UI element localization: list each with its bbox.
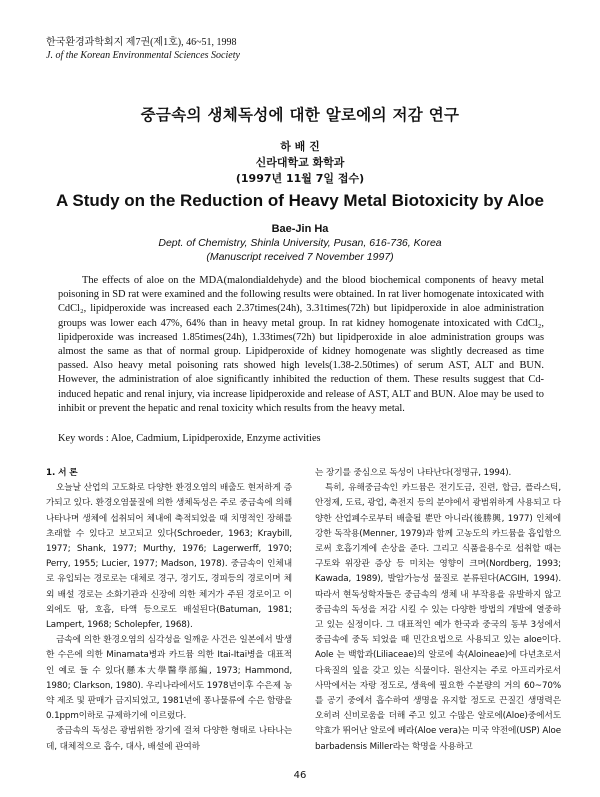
keywords: Key words : Aloe, Cadmium, Lipidperoxide, Enzyme activities xyxy=(58,433,321,444)
abstract: The effects of aloe on the MDA(malondialdehyde) and the blood biochemical components of heavy metal poisoning in SD rat were examined and the following results were obtained. In rat liver homogenate intoxicated with CdCl₂, lipidperoxide was increased each 2.37times(24h), 3.31times(72h) but lipidperoxide in aloe administration groups was lower each 47%, 64% than in heavy metal group. In rat kidney homogenate intoxicated with CdCl₂, lipidperoxide was increased 1.85times(24h), 1.33times(72h) but lipidperoxide in aloe administration groups was almost the same as that of normal group. Lipidperoxide of kidney homogenate was slightly decreased as time passed. Also heavy metal poisoning rats showed high levels(1.38-2.50times) of serum AST, ALT and BUN. However, the administration of aloe significantly inhibited the reduction of them. These results suggest that Cd-induced hepatic and renal injury, via increase lipidperoxide and release of AST, ALT and BUN. Aloe may be used to inhibit or prevent the hepatic and renal toxicity which results from the heavy metal. xyxy=(58,275,544,414)
journal-citation-kr: 한국환경과학회지 제7권(제1호), 46~51, 1998 xyxy=(46,37,237,48)
section-heading-introduction: 1. 서 론 xyxy=(46,468,78,478)
english-title: A Study on the Reduction of Heavy Metal Biotoxicity by Aloe xyxy=(55,191,545,210)
journal-name-en: J. of the Korean Environmental Sciences Society xyxy=(46,50,240,61)
english-affiliation: Dept. of Chemistry, Shinla University, Pusan, 616-736, Korea xyxy=(158,237,442,249)
body-paragraph: 금속에 의한 환경오염의 심각성을 일깨운 사건은 일본에서 발생한 수은에 의한 Minamata병과 카드뮴 의한 Itai-Itai병을 대표적인 예로 들 수 있다(懸本大學醫學部編, 1973; Hammond, 1980; Clarkson, 1980). 우리나라에서도 1978년이후 수은제 농약 제조 및 판매가 금지되었고, 1981년에 퐁나물류에 수은 함량을 0.1ppm이하로 규제하기에 이르렀다. xyxy=(46,635,292,722)
body-column-left xyxy=(46,466,292,755)
body-paragraph: 오늘날 산업의 고도화로 다양한 환경오염의 배출도 현저하게 증가되고 있다. 환경오염물질에 의한 생체독성은 주로 중금속에 의해 나타나며 생체에 섭취되어 체내에 축적되었을 때 치명적인 장해를 초래할 수 있다고 보고되고 있다(Schroeder, 1963; Kraybill, 1977; Shank, 1977; Murthy, 1976; Lagerwerff, 1970; Perry, 1955; Lucier, 1977; Madson, 1978). 중금속이 인체내로 유입되는 경로로는 대체로 경구, 경기도, 경피등의 경로이며 체외 배설 경로는 소화기관과 신장에 의한 체거가 주된 경로이고 이외에도 땀, 호흡, 타액 등으로도 배설된다(Batuman, 1981; Lampert, 1968; Scholepfer, 1968). xyxy=(46,483,292,631)
korean-title: 중금속의 생체독성에 대한 알로에의 저감 연구 xyxy=(140,106,460,124)
english-received-date: (Manuscript received 7 November 1997) xyxy=(206,251,394,263)
body-column-right xyxy=(315,466,561,755)
korean-affiliation: 신라대학교 화학과 xyxy=(255,156,345,169)
korean-author-block xyxy=(0,139,600,187)
journal-header xyxy=(46,36,240,62)
korean-received-date: (1997년 11월 7일 접수) xyxy=(235,172,365,185)
english-author-block xyxy=(0,222,600,264)
page-number: 46 xyxy=(293,770,307,781)
korean-author-name: 하 배 진 xyxy=(280,140,320,153)
body-paragraph: 특히, 유해중금속인 카드뮴은 전기도금, 진련, 합금, 플라스틱, 안정제, 도료, 광업, 축전지 등의 분야에서 광범위하게 사용되고 다양한 산업폐수로부터 배출될 뿐만 아니라(後勝興, 1977) 인체에 강한 독작용(Menner, 1979)과 함께 고농도의 카드뮴을 흡입함으로써 호흡기계에 손상을 준다. 그리고 식품을용수로 섭취할 때는 구토와 위장관 증상 등 미치는 영향이 크며(Nordberg, 1993; Kawada, 1989), 발암가능성 물질로 분류된다(ACGIH, 1994). 따라서 현독성학자들은 중금속의 생체 내 부작용을 유발하지 않고 중금속의 독성을 저감 시킬 수 있는 다양한 방법의 개발에 열중하고 있는 실정이다. 그 대표적인 예가 한국과 중국의 동부 3성에서 중금속에 중독 되었을 때 민간요법으로 사용되고 있는 aloe이다. Aole 는 백합과(Liliaceae)의 알로에 속(Aloineae)에 다년초로서 다육질의 잎을 갖고 있는 식물이다. 원산지는 주로 아프리카로서 사막에서는 자랑 정도로, 생육에 필요한 수분량의 거의 60~70%를 공기 중에서 흡수하여 생명을 유지할 정도로 끈질긴 생명력은 오히려 신비로움을 더해 주고 있고 수많은 알로에(Aloe)중에서도 약효가 뛰어난 알로에 베라(Aloe vera)는 미국 약전에(USP) Aloe barbadensis Miller라는 학명을 사용하고 xyxy=(315,483,561,752)
english-author-name: Bae-Jin Ha xyxy=(271,223,329,235)
body-paragraph: 는 장기를 중심으로 독성이 나타난다(정명규, 1994). xyxy=(315,468,512,478)
body-paragraph: 중금속의 독성은 광범위한 장기에 걸쳐 다양한 형태로 나타나는데, 대체적으로 흡수, 대사, 배설에 관여하 xyxy=(46,726,292,752)
